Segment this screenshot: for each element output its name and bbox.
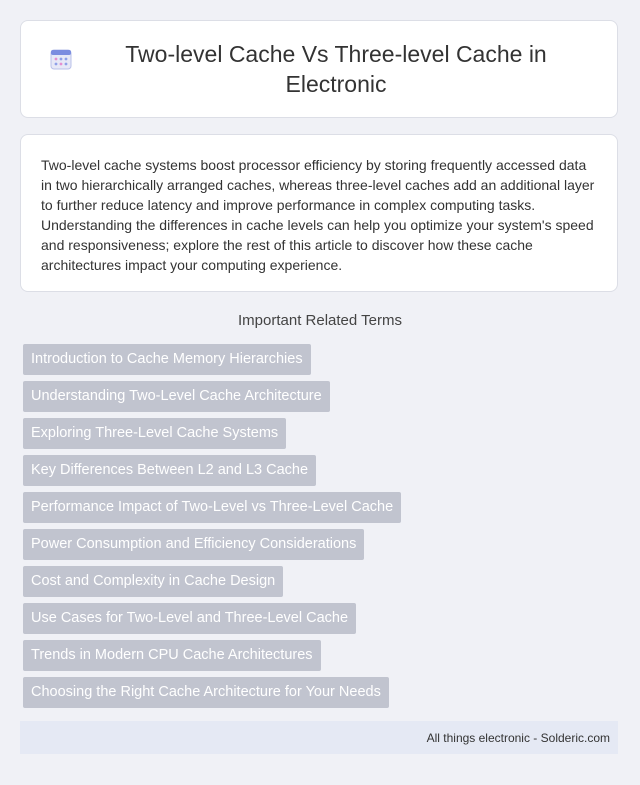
related-terms-heading: Important Related Terms xyxy=(238,312,402,329)
related-terms-list xyxy=(23,344,401,714)
related-term-link[interactable]: Performance Impact of Two-Level vs Three-Level Cache xyxy=(23,492,401,523)
intro-paragraph: Two-level cache systems boost processor efficiency by storing frequently accessed data in two hierarchically arranged caches, whereas three-level caches add an additional layer to further reduce latency and improve performance in complex computing tasks. Understanding the differences in cache levels can help you optimize your system's speed and responsiveness; explore the rest of this article to discover how these cache architectures impact your computing experience. xyxy=(41,157,595,273)
page-title: Two-level Cache Vs Three-level Cache in Electronic xyxy=(125,41,547,97)
intro-card xyxy=(20,134,618,292)
related-term-link[interactable]: Introduction to Cache Memory Hierarchies xyxy=(23,344,311,375)
related-term-link[interactable]: Cost and Complexity in Cache Design xyxy=(23,566,283,597)
related-term-link[interactable]: Choosing the Right Cache Architecture for Your Needs xyxy=(23,677,389,708)
related-term-link[interactable]: Power Consumption and Efficiency Considerations xyxy=(23,529,364,560)
calendar-grid-icon xyxy=(49,47,73,71)
title-wrap xyxy=(49,39,589,99)
related-term-link[interactable]: Trends in Modern CPU Cache Architectures xyxy=(23,640,321,671)
footer-text: All things electronic - Solderic.com xyxy=(426,730,610,745)
related-term-link[interactable]: Use Cases for Two-Level and Three-Level Cache xyxy=(23,603,356,634)
related-term-link[interactable]: Key Differences Between L2 and L3 Cache xyxy=(23,455,316,486)
header-card xyxy=(20,20,618,118)
related-term-link[interactable]: Exploring Three-Level Cache Systems xyxy=(23,418,286,449)
related-term-link[interactable]: Understanding Two-Level Cache Architecture xyxy=(23,381,330,412)
footer xyxy=(20,721,618,754)
